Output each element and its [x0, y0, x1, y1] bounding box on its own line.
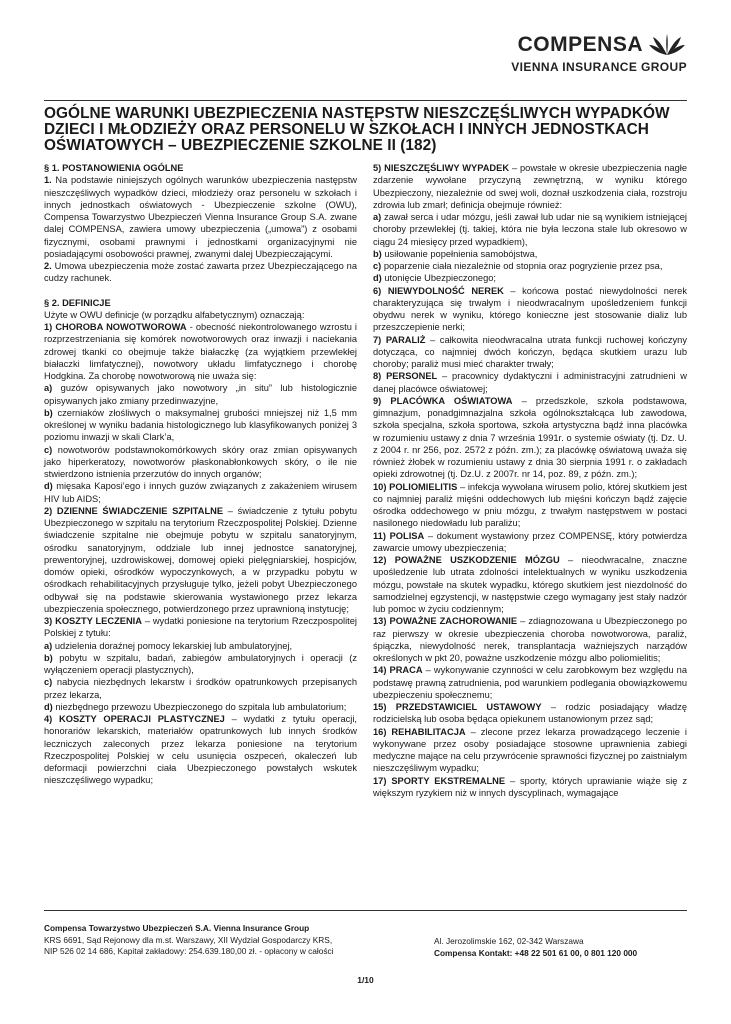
- term-label: 2) DZIENNE ŚWIADCZENIE SZPITALNE: [44, 505, 224, 516]
- term-label: 7) PARALIŻ: [373, 334, 426, 345]
- paragraph-text: – dokument wystawiony przez COMPENSĘ, który potwierdza zawarcie umowy ubezpieczenia;: [373, 530, 687, 553]
- paragraph: [373, 726, 687, 775]
- term-label: b): [373, 248, 382, 259]
- term-label: 8) PERSONEL: [373, 371, 438, 382]
- paragraph: [373, 701, 687, 726]
- paragraph-text: Umowa ubezpieczenia może zostać zawarta przez Ubezpieczającego na cudzy rachunek.: [44, 261, 357, 284]
- paragraph-text: pobytu w szpitalu, badań, zabiegów ambulatoryjnych i operacji (z wyłączeniem operacji plastycznych),: [44, 652, 357, 675]
- paragraph-text: guzów opisywanych jako nowotwory „in situ” lub histologicznie opisywanych jako zmiany przedinwazyjne,: [44, 383, 357, 406]
- term-label: a): [44, 640, 53, 651]
- paragraph: [44, 309, 357, 321]
- footer-krs: KRS 6691, Sąd Rejonowy dla m.st. Warszawy, XII Wydział Gospodarczy KRS,: [44, 934, 333, 945]
- paragraph-text: - obecność niekontrolowanego wzrostu i rozprzestrzeniania się komórek nowotworowych oraz inwazji i naciekania zdrowej tkanki co obejmuje także białaczkę (za wyjątkiem przewlekłej białaczki limfatycznej), nowotwory układu limfatycznego i chorobę Hodgkina. Za chorobę nowotworową nie uważa się:: [44, 322, 357, 381]
- paragraph: [373, 664, 687, 701]
- paragraph: [44, 713, 357, 787]
- term-label: a): [373, 212, 382, 222]
- paragraph-text: mięsaka Kaposi’ego i innych guzów związanych z zakażeniem wirusem HIV lub AIDS;: [44, 481, 357, 504]
- paragraph-text: – wydatki z tytułu operacji, honorariów lekarskich, materiałów opatrunkowych lub innych środków leczniczych zaleconych przez lekarza poniesione na terytorium Rzeczpospolitej Polskiej w celu usunięcia oszpeceń, okaleczeń lub deformacji powierzchni ciała Ubezpieczonego powstałych wskutek nieszczęśliwego wypadku;: [44, 714, 357, 786]
- paragraph-text: poparzenie ciała niezależnie od stopnia oraz pogryzienie przez psa,: [381, 261, 663, 271]
- paragraph: [44, 260, 357, 285]
- paragraph: [373, 162, 687, 211]
- paragraph-text: utonięcie Ubezpieczonego;: [381, 273, 497, 284]
- paragraph: [44, 701, 357, 713]
- paragraph-text: Na podstawie niniejszych ogólnych warunków ubezpieczenia następstw nieszczęśliwych wypadków dzieci, młodzieży oraz personelu w szkołach i innych jednostkach oświatowych - Ubezpieczenie szkolne (OWU), Compensa Towarzystwo Ubezpieczeń Vienna Insurance Group S.A. zwane dalej COMPENSA, zawiera umowy ubezpieczenia („umowa”) z osobami fizycznymi, osobami prawnymi i jednostkami organizacyjnymi nie posiadającymi osobowości prawnej, zwanymi dalej Ubezpieczającymi.: [44, 175, 357, 259]
- paragraph-text: nabycia niezbędnych lekarstw i środków opatrunkowych przepisanych przez lekarza,: [44, 677, 357, 700]
- term-label: 4) KOSZTY OPERACJI PLASTYCZNEJ: [44, 714, 225, 724]
- shell-icon: [647, 33, 687, 57]
- paragraph-text: – pracownicy dydaktyczni i administracyjni zatrudnieni w danej placówce oświatowej;: [373, 371, 687, 394]
- term-label: 11) POLISA: [373, 530, 425, 541]
- paragraph-text: – wydatki poniesione na terytorium Rzeczpospolitej Polskiej z tytułu:: [44, 616, 357, 639]
- logo-subtitle: VIENNA INSURANCE GROUP: [511, 60, 687, 74]
- paragraph: [373, 395, 687, 481]
- document-title: OGÓLNE WARUNKI UBEZPIECZENIA NASTĘPSTW NIESZCZĘŚLIWYCH WYPADKÓW DZIECI I MŁODZIEŻY ORAZ PERSONELU W SZKOŁACH I INNYCH JEDNOSTKACH OŚWIATOWYCH – UBEZPIECZENIE SZKOLNE II (182): [44, 105, 670, 154]
- paragraph: [44, 480, 357, 505]
- section-heading: § 1. POSTANOWIENIA OGÓLNE: [44, 163, 184, 173]
- term-label: 1.: [44, 175, 52, 186]
- paragraph-text: – końcowa postać niewydolności nerek charakteryzująca się trwałym i nieodwracalnym upośledzeniem funkcji obydwu nerek w wyniku, którego konieczne jest stosowanie dializ lub przeszczepienie nerki;: [373, 285, 688, 333]
- term-label: a): [44, 383, 53, 394]
- term-label: d): [44, 701, 53, 712]
- paragraph: [44, 382, 357, 407]
- paragraph-text: zawał serca i udar mózgu, jeśli zawał lub udar nie są wynikiem istniejącej choroby przewlekłej (tj. takiej, która nie była leczona stale lub okresowo w ciągu 24 miesięcy przed wypadkiem),: [373, 212, 687, 247]
- term-label: 6) NIEWYDOLNOŚĆ NEREK: [373, 285, 504, 296]
- term-label: 10) POLIOMIELITIS: [373, 481, 458, 492]
- term-label: c): [44, 677, 53, 688]
- term-label: b): [44, 652, 53, 663]
- paragraph-text: – zlecone przez lekarza prowadzącego leczenie i wykonywane przez osoby posiadające stosowne uprawnienia zabiegi medyczne mające na celu przywrócenie sprawności fizycznej po zaistniałym nieszczęśliwym wypadku;: [373, 726, 687, 774]
- section-heading: § 2. DEFINICJE: [44, 297, 111, 308]
- footer-address: Al. Jerozolimskie 162, 02-342 Warszawa: [434, 936, 584, 946]
- paragraph-text: – świadczenie z tytułu pobytu Ubezpieczonego w szpitalu na terytorium Rzeczpospolitej Polskiej. Dzienne świadczenie szpitalne nie obejmuje pobytu w szpitalu sanatoryjnym, ośrodku sanatoryjnym, oddziale lub innej jednostce sanatoryjnej, prewentoryjnej, uzdrowiskowej, domowej opieki pielęgniarskiej, hospicjów, domów opieki, ośrodków wypoczynkowych, a w przypadku pobytu w ośrodkach rehabilitacyjnych przysługuje tylko, jeżeli pobyt Ubezpieczonego odbywał się na podstawie skierowania wystawionego przez lekarza ubezpieczenia społecznego, potwierdzonego przez uprawnioną instytucję;: [44, 505, 357, 614]
- paragraph-text: – wykonywanie czynności w celu zarobkowym bez względu na podstawę prawną zatrudnienia, pod warunkiem podlegania obowiązkowemu ubezpieczeniu społecznemu;: [373, 665, 687, 700]
- term-label: c): [44, 444, 53, 455]
- term-label: 15) PRZEDSTAWICIEL USTAWOWY: [373, 702, 542, 712]
- paragraph: [44, 174, 357, 260]
- paragraph-text: – sporty, których uprawianie wiąże się z większym ryzykiem niż w innych dyscyplinach, wymagające: [373, 775, 687, 798]
- paragraph: [373, 615, 687, 664]
- footer-contact: Compensa Kontakt: +48 22 501 61 00, 0 801 120 000: [434, 947, 638, 958]
- paragraph: [44, 444, 357, 481]
- paragraph: [373, 775, 687, 800]
- paragraph: [373, 211, 687, 248]
- term-label: 3) KOSZTY LECZENIA: [44, 616, 142, 626]
- paragraph: [44, 652, 357, 677]
- term-label: 16) REHABILITACJA: [373, 726, 466, 737]
- paragraph: [373, 272, 687, 284]
- paragraph: [373, 370, 687, 395]
- footer-company-name: Compensa Towarzystwo Ubezpieczeń S.A. Vienna Insurance Group: [44, 923, 310, 933]
- paragraph-text: czerniaków złośliwych o maksymalnej grubości mniejszej niż 1,5 mm określonej w wyniku badania histologicznego lub klasyfikowanych poniżej 3 poziomu inwazji w skali Clark’a,: [44, 407, 357, 443]
- term-label: 9) PLACÓWKA OŚWIATOWA: [373, 395, 513, 406]
- footer-nip: NIP 526 02 14 686, Kapitał zakładowy: 254.639.180,00 zł. - opłacony w całości: [44, 946, 334, 956]
- paragraph: [373, 334, 687, 371]
- term-label: 1) CHOROBA NOWOTWOROWA: [44, 322, 187, 332]
- paragraph: [44, 321, 357, 382]
- footer-company-info: [44, 923, 414, 958]
- paragraph: [373, 260, 687, 272]
- paragraph: [373, 530, 687, 555]
- paragraph: [44, 505, 357, 615]
- term-label: b): [44, 407, 53, 418]
- paragraph-text: – powstałe w okresie ubezpieczenia nagłe zdarzenie wywołane przyczyną zewnętrzną, w wyniku którego Ubezpieczony, niezależnie od swej woli, doznał uszkodzenia ciała, rozstroju zdrowia lub zmarł; definicja obejmuje również:: [373, 163, 687, 210]
- paragraph-text: – rodzic posiadający władzę rodzicielską lub osoba będąca opiekunem ustanowionym przez sąd;: [373, 702, 687, 725]
- paragraph: [373, 481, 687, 530]
- logo-name: COMPENSA: [517, 33, 643, 56]
- paragraph-text: – nieodwracalne, znaczne upośledzenie lub utrata zdolności intelektualnych w wyniku uszkodzenia mózgu, powstałe na skutek wypadku, którego skutkiem jest niezdolność do samodzielnej egzystencji, w następstwie czego wymagany jest stały nadzór lub pomoc w życiu codziennym;: [373, 555, 687, 614]
- term-label: d): [44, 481, 53, 492]
- paragraph: [44, 615, 357, 640]
- footer-divider: [44, 910, 687, 911]
- paragraph-text: – całkowita nieodwracalna utrata funkcji ruchowej kończyny dotycząca, co najmniej dwóch kończyn, będąca skutkiem urazu lub choroby; paraliż musi mieć charakter trwały;: [373, 334, 687, 369]
- paragraph-text: nowotworów podstawnokomórkowych skóry oraz zmian opisywanych jako hiperkeratozy, nowotworów płaskonabłonkowych skóry, o ile nie stwierdzono istnienia przerzutów do innych organów;: [44, 444, 357, 479]
- page-number: 1/10: [357, 975, 374, 985]
- term-label: 5) NIESZCZĘŚLIWY WYPADEK: [373, 163, 510, 173]
- term-label: 12) POWAŻNE USZKODZENIE MÓZGU: [373, 555, 560, 565]
- paragraph-text: – przedszkole, szkoła podstawowa, gimnazjum, ponadgimnazjalna szkoła ogólnokształcąca lub zawodowa, szkoła specjalna, szkoła sportowa, szkoła artystyczna bądź inna placówka w rozumieniu ustawy z dnia 7 września 1991r. o systemie oświaty (tj. Dz. U. z 2004 r. nr 256, poz. 2572 z późn. zm.); za placówkę oświatową uważa się również żłobek w rozumieniu ustawy z dnia 30 sierpnia 1991 r. o zakładach opieki zdrowotnej (tj. Dz.U. z 2007r. nr 14, poz. 89, z późn. zm.);: [373, 395, 687, 480]
- paragraph: [373, 285, 687, 334]
- right-column: [373, 162, 687, 799]
- paragraph: [44, 407, 357, 444]
- title-divider: [44, 100, 687, 101]
- paragraph-text: Użyte w OWU definicje (w porządku alfabetycznym) oznaczają:: [44, 309, 305, 320]
- term-label: d): [373, 273, 382, 284]
- paragraph-text: – infekcja wywołana wirusem polio, której skutkiem jest co najmniej paraliż mięśni oddechowych lub mięśni kończyn bądź zajęcie ośrodka oddechowego w pniu mózgu, z trwałym następstwem w postaci nasilonego niedowładu lub paraliżu;: [373, 481, 687, 529]
- term-label: 17) SPORTY EKSTREMALNE: [373, 775, 506, 786]
- paragraph: [373, 248, 687, 260]
- paragraph-text: usiłowanie popełnienia samobójstwa,: [381, 248, 538, 259]
- paragraph: [373, 554, 687, 615]
- term-label: 2.: [44, 261, 52, 271]
- footer-contact-info: [434, 936, 694, 959]
- term-label: 13) POWAŻNE ZACHOROWANIE: [373, 616, 518, 627]
- term-label: 14) PRACA: [373, 665, 423, 676]
- paragraph: [44, 676, 357, 701]
- paragraph-text: – zdiagnozowana u Ubezpieczonego po raz pierwszy w okresie ubezpieczenia choroba nowotworowa, paraliż, śpiączka, niewydolność nerek, transplantacja ważniejszych narządów określonych w pkt 20, poważne uszkodzenie mózgu albo poliomielitis;: [373, 616, 687, 663]
- paragraph-text: niezbędnego przewozu Ubezpieczonego do szpitala lub ambulatorium;: [52, 701, 347, 712]
- left-column: [44, 162, 357, 787]
- term-label: c): [373, 261, 382, 271]
- paragraph-gap: [44, 285, 357, 297]
- compensa-logo: [487, 32, 687, 74]
- paragraph: [44, 640, 357, 652]
- paragraph-text: udzielenia doraźnej pomocy lekarskiej lub ambulatoryjnej,: [52, 640, 293, 651]
